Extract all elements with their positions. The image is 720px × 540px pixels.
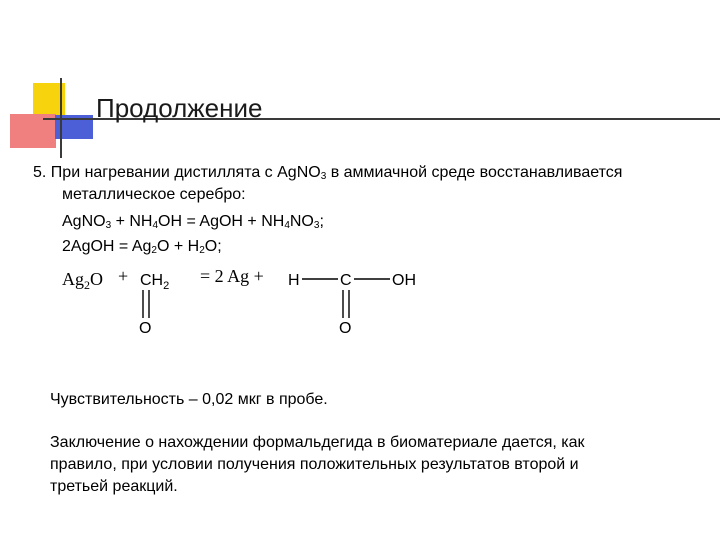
sensitivity-text: Чувствительность – 0,02 мкг в пробе. — [50, 391, 328, 408]
ag2o-label: $Ag_2O$ — [62, 269, 103, 292]
conclusion-line: Заключение о нахождении формальдегида в биоматериале дается, как — [50, 434, 585, 451]
equation-1: AgNO$_3$ + $NH_4OH$ = AgOH + $NH_4NO_3$; — [62, 213, 324, 231]
o-label-left: O — [139, 320, 152, 337]
ch2-label: $CH_2$ — [140, 272, 170, 292]
item5-line2: металлическое серебро: — [62, 186, 246, 203]
reaction-scheme — [60, 262, 430, 342]
conclusion-line: правило, при условии получения положительных результатов второй и — [50, 456, 579, 473]
plus-sign: + — [118, 266, 129, 286]
slide-title: Продолжение — [96, 93, 263, 123]
h-label: H — [288, 272, 300, 289]
c-label: C — [340, 272, 352, 289]
oh-label: OH — [392, 272, 416, 289]
conclusion-line: третьей реакций. — [50, 478, 178, 495]
conclusion-text — [50, 432, 585, 498]
o-label-right: O — [339, 320, 352, 337]
equation-2: 2AgOH = $Ag_2O + H_2O$; — [62, 238, 222, 256]
item5-line1: 5. При нагревании дистиллята с AgNO$_3$ в аммиачной среде восстанавливается — [33, 164, 623, 182]
equals-2ag-label: = 2 Ag + — [200, 266, 264, 286]
